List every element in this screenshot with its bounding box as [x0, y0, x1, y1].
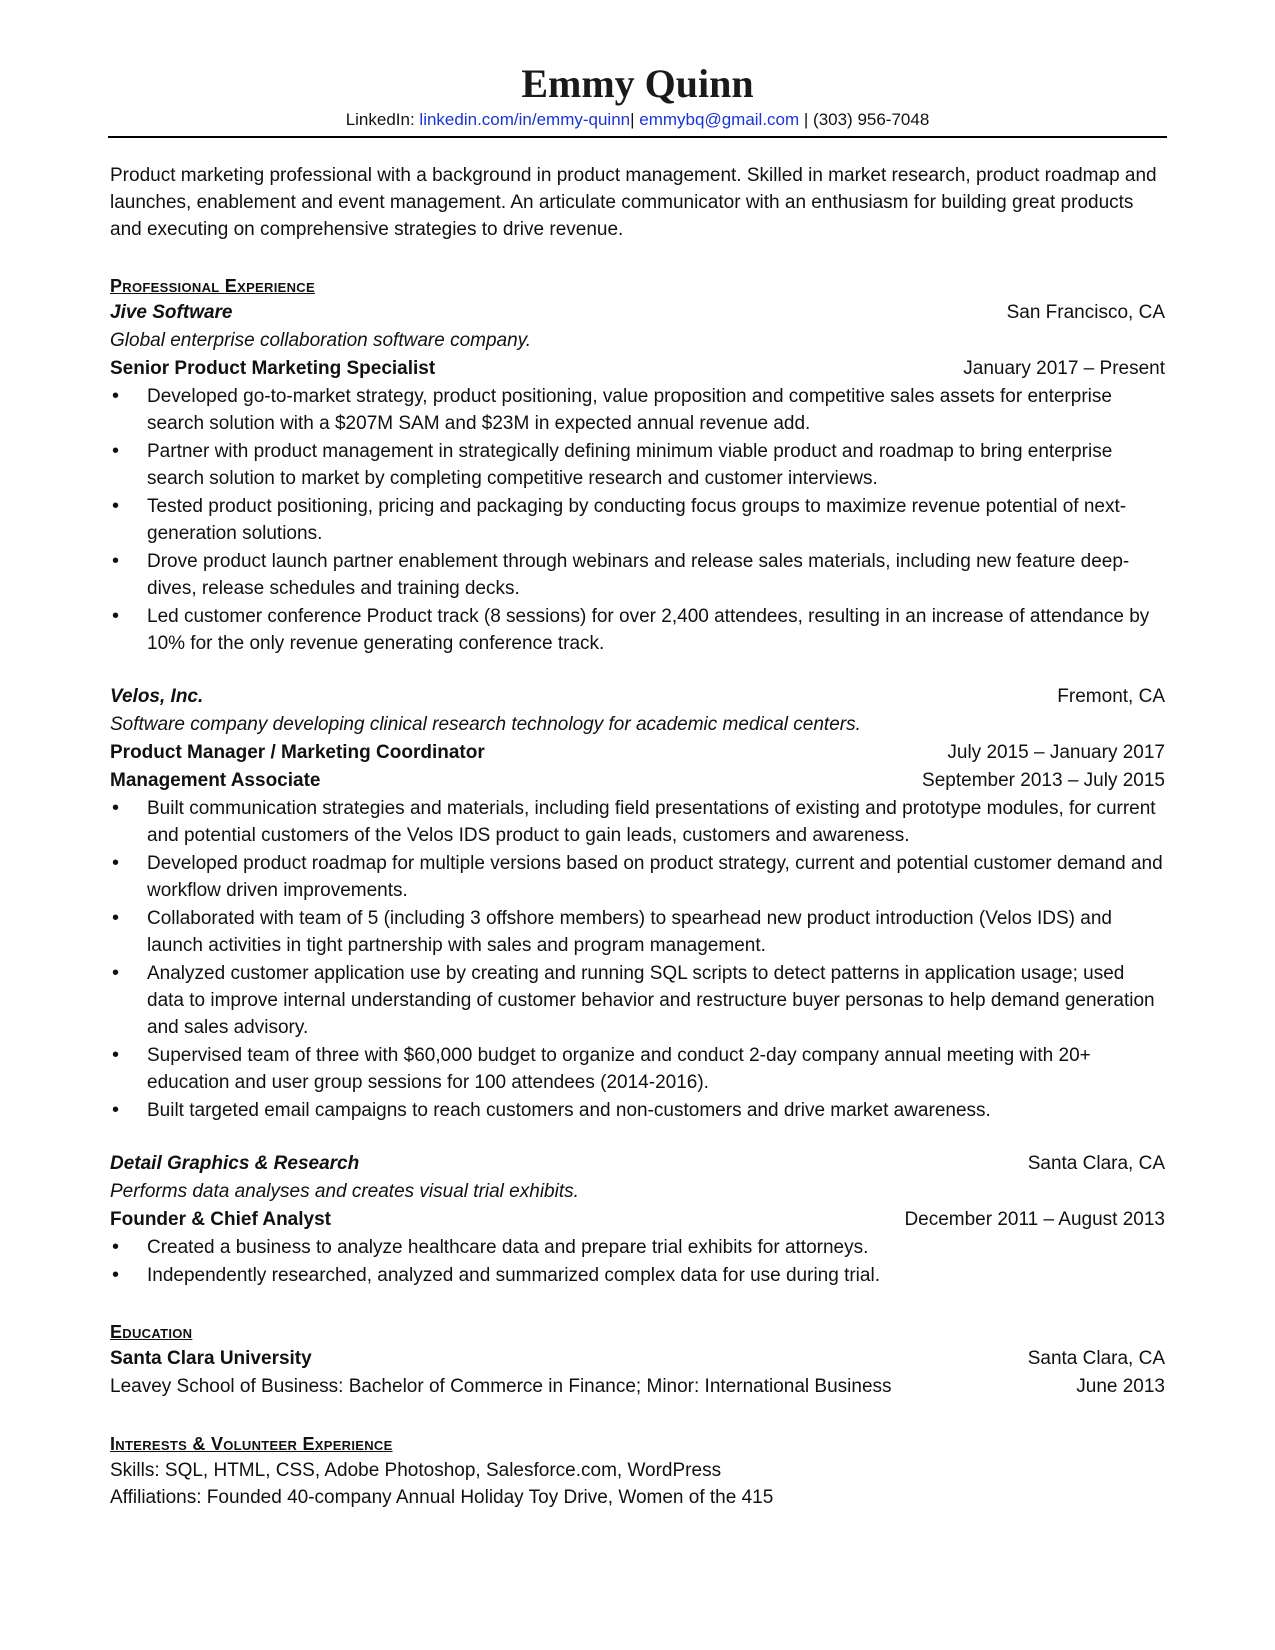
company-description: Performs data analyses and creates visual trial exhibits.	[110, 1181, 579, 1202]
resume-content	[110, 60, 1165, 1511]
company-location: San Francisco, CA	[1006, 302, 1165, 323]
education-degree-row	[110, 1373, 1165, 1401]
role-dates: January 2017 – Present	[963, 358, 1165, 379]
company-name: Jive Software	[110, 302, 233, 323]
bullet-item: • Supervised team of three with $60,000 budget to organize and conduct 2-day company annual meeting with 20+ education and user group sessions for 100 attendees (2014-2016).	[110, 1042, 1165, 1096]
jobs-list	[110, 299, 1165, 1289]
job-company-row	[110, 1150, 1165, 1178]
degree-text: Leavey School of Business: Bachelor of Commerce in Finance; Minor: International Business	[110, 1376, 892, 1397]
role-title: Founder & Chief Analyst	[110, 1209, 331, 1230]
bullet-item: • Independently researched, analyzed and summarized complex data for use during trial.	[110, 1262, 1165, 1289]
bullet-item: • Collaborated with team of 5 (including 3 offshore members) to spearhead new product introduction (Velos IDS) and launch activities in tight partnership with sales and program management.	[110, 905, 1165, 959]
role-dates: December 2011 – August 2013	[904, 1209, 1165, 1230]
bullet-item: • Drove product launch partner enablement through webinars and release sales materials, including new feature deep-dives, release schedules and training decks.	[110, 548, 1165, 602]
education-school-row	[110, 1345, 1165, 1373]
contact-line	[110, 108, 1165, 132]
header-divider	[108, 136, 1167, 138]
bullet-item: • Developed go-to-market strategy, product positioning, value proposition and competitive sales assets for enterprise search solution with a $207M SAM and $23M in expected annual revenue add.	[110, 383, 1165, 437]
school-name: Santa Clara University	[110, 1348, 312, 1369]
role-title: Product Manager / Marketing Coordinator	[110, 742, 485, 763]
company-description: Software company developing clinical research technology for academic medical centers.	[110, 714, 861, 735]
job-entry	[110, 1150, 1165, 1289]
job-entry	[110, 683, 1165, 1124]
role-dates: July 2015 – January 2017	[947, 742, 1165, 763]
school-location: Santa Clara, CA	[1027, 1348, 1165, 1369]
candidate-name: Emmy Quinn	[521, 61, 754, 106]
bullet-item: • Developed product roadmap for multiple versions based on product strategy, current and potential customer demand and workflow driven improvements.	[110, 850, 1165, 904]
bullet-item: • Led customer conference Product track (8 sessions) for over 2,400 attendees, resulting in an increase of attendance by 10% for the only revenue generating conference track.	[110, 603, 1165, 657]
bullet-item: • Built communication strategies and materials, including field presentations of existing and prototype modules, for current and potential customers of the Velos IDS product to gain leads, customers and awareness.	[110, 795, 1165, 849]
role-title: Management Associate	[110, 770, 321, 791]
linkedin-link[interactable]: linkedin.com/in/emmy-quinn	[419, 110, 631, 129]
interests-heading: Interests & Volunteer Experience	[110, 1434, 393, 1454]
experience-heading: Professional Experience	[110, 276, 315, 296]
skills-line: Skills: SQL, HTML, CSS, Adobe Photoshop, Salesforce.com, WordPress	[110, 1460, 722, 1481]
role-row	[110, 355, 1165, 383]
summary-paragraph: Product marketing professional with a background in product management. Skilled in market research, product roadmap and launches, enablement and event management. An articulate communicator with an enthusiasm for building great products and executing on comprehensive strategies to drive revenue.	[110, 165, 1157, 240]
company-name: Detail Graphics & Research	[110, 1153, 360, 1174]
job-bullets	[110, 795, 1165, 1124]
bullet-item: • Tested product positioning, pricing and packaging by conducting focus groups to maximize revenue potential of next-generation solutions.	[110, 493, 1165, 547]
job-bullets	[110, 1234, 1165, 1289]
bullet-item: • Partner with product management in strategically defining minimum viable product and roadmap to bring enterprise search solution to market by completing competitive research and customer interviews.	[110, 438, 1165, 492]
bullet-item: • Created a business to analyze healthcare data and prepare trial exhibits for attorneys.	[110, 1234, 1165, 1261]
company-location: Santa Clara, CA	[1027, 1153, 1165, 1174]
company-name: Velos, Inc.	[110, 686, 204, 707]
education-heading: Education	[110, 1322, 193, 1342]
company-description: Global enterprise collaboration software company.	[110, 330, 532, 351]
phone-text: | (303) 956-7048	[799, 110, 930, 129]
degree-date: June 2013	[1076, 1376, 1165, 1397]
job-entry	[110, 299, 1165, 657]
bullet-item: • Built targeted email campaigns to reach customers and non-customers and drive market awareness.	[110, 1097, 1165, 1124]
job-company-row	[110, 299, 1165, 327]
job-company-row	[110, 683, 1165, 711]
role-row	[110, 739, 1165, 767]
interests-section	[110, 1431, 1165, 1511]
experience-section	[110, 273, 1165, 1289]
email-link[interactable]: emmybq@gmail.com	[639, 110, 800, 129]
education-section	[110, 1319, 1165, 1401]
company-location: Fremont, CA	[1057, 686, 1165, 707]
role-row	[110, 767, 1165, 795]
role-dates: September 2013 – July 2015	[922, 770, 1165, 791]
role-title: Senior Product Marketing Specialist	[110, 358, 436, 379]
bullet-item: • Analyzed customer application use by creating and running SQL scripts to detect patterns in application usage; used data to improve internal understanding of customer behavior and restructure buyer personas to help demand generation and sales advisory.	[110, 960, 1165, 1041]
affiliations-line: Affiliations: Founded 40-company Annual Holiday Toy Drive, Women of the 415	[110, 1487, 774, 1508]
contact-separator: |	[630, 110, 640, 129]
role-row	[110, 1206, 1165, 1234]
job-bullets	[110, 383, 1165, 657]
linkedin-label: LinkedIn:	[345, 110, 420, 129]
